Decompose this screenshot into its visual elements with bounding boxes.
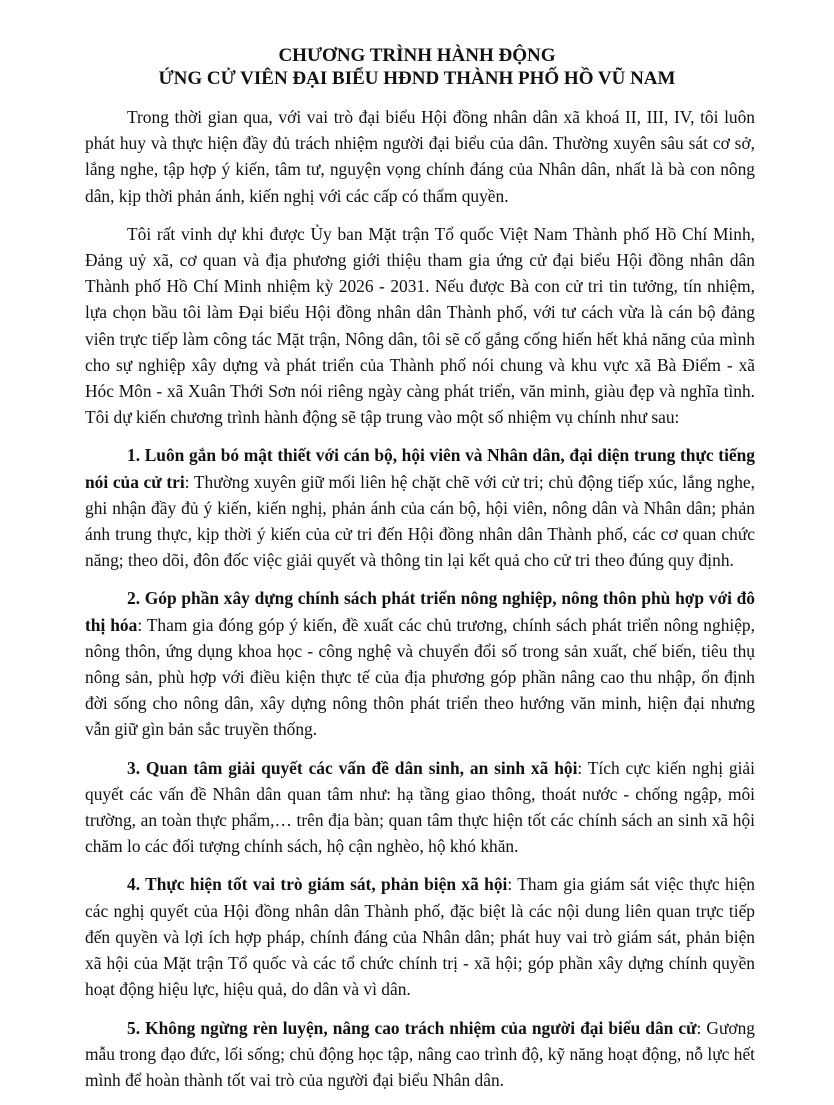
task-heading: 1. Luôn gắn bó mật thiết với cán bộ, hội viên và Nhân dân, đại diện trung thực tiếng nói của cử tri	[85, 445, 755, 492]
task-text: : Tích cực kiến nghị giải quyết các vấn đề Nhân dân quan tâm như: hạ tầng giao thông, thoát nước - chống ngập, môi trường, an toàn thực phẩm,… trên địa bàn; quan tâm thực hiện tốt các chính sách an sinh xã hội chăm lo các đối tượng chính sách, hộ cận nghèo, hộ khó khăn.	[85, 757, 755, 857]
task-5	[85, 1015, 755, 1094]
task-text: : Tham gia đóng góp ý kiến, đề xuất các chủ trương, chính sách phát triển nông nghiệp, nông thôn, ứng dụng khoa học - công nghệ và chuyển đổi số trong sản xuất, chế biến, tiêu thụ nông sản, phù hợp với điều kiện thực tế của địa phương góp phần nâng cao thu nhập, ổn định đời sống cho nông dân, xây dựng nông thôn phát triển theo hướng văn minh, hiện đại nhưng vẫn giữ gìn bản sắc truyền thống.	[85, 614, 755, 740]
title-line-2: ỨNG CỬ VIÊN ĐẠI BIỂU HĐND THÀNH PHỐ HỒ VŨ NAM	[158, 68, 676, 89]
task-4	[85, 871, 755, 1002]
paragraph-text: Trong thời gian qua, với vai trò đại biểu Hội đồng nhân dân xã khoá II, III, IV, tôi luôn phát huy và thực hiện đầy đủ trách nhiệm người đại biểu của dân. Thường xuyên sâu sát cơ sở, lắng nghe, tập hợp ý kiến, tâm tư, nguyện vọng chính đáng của Nhân dân, nhất là bà con nông dân, kịp thời phản ánh, kiến nghị với các cấp có thẩm quyền.	[85, 107, 755, 206]
task-heading: 2. Góp phần xây dựng chính sách phát triển nông nghiệp, nông thôn phù hợp với đô thị hóa	[85, 588, 755, 635]
document-body	[85, 104, 755, 1105]
paragraph-intro-1	[85, 104, 755, 209]
paragraph-text: Tôi rất vinh dự khi được Ủy ban Mặt trận Tổ quốc Việt Nam Thành phố Hồ Chí Minh, Đảng uỷ xã, cơ quan và địa phương giới thiệu tham gia ứng cử đại biểu Hội đồng nhân dân Thành phố Hồ Chí Minh nhiệm kỳ 2026 - 2031. Nếu được Bà con cử tri tin tưởng, tín nhiệm, lựa chọn bầu tôi làm Đại biểu Hội đồng nhân dân Thành phố, với tư cách vừa là cán bộ đảng viên trực tiếp làm công tác Mặt trận, Nông dân, tôi sẽ cố gắng cống hiến hết khả năng của mình cho sự nghiệp xây dựng và phát triển của Thành phố nói chung và khu vực xã Bà Điểm - xã Hóc Môn - xã Xuân Thới Sơn nói riêng ngày càng phát triển, văn minh, giàu đẹp và nghĩa tình. Tôi dự kiến chương trình hành động sẽ tập trung vào một số nhiệm vụ chính như sau:	[85, 223, 755, 428]
task-3	[85, 755, 755, 860]
document-title	[0, 44, 834, 90]
task-heading: 3. Quan tâm giải quyết các vấn đề dân sinh, an sinh xã hội	[127, 757, 578, 778]
title-line-1: CHƯƠNG TRÌNH HÀNH ĐỘNG	[278, 45, 556, 66]
paragraph-intro-2	[85, 221, 755, 431]
task-text: : Tham gia giám sát việc thực hiện các nghị quyết của Hội đồng nhân dân Thành phố, đặc biệt là các nội dung liên quan trực tiếp đến quyền và lợi ích hợp pháp, chính đáng của Nhân dân; phát huy vai trò giám sát, phản biện xã hội của Mặt trận Tổ quốc và các tổ chức chính trị - xã hội; góp phần xây dựng chính quyền hoạt động hiệu lực, hiệu quả, do dân và vì dân.	[85, 874, 755, 1000]
task-2	[85, 585, 755, 742]
task-text: : Thường xuyên giữ mối liên hệ chặt chẽ với cử tri; chủ động tiếp xúc, lắng nghe, ghi nhận đầy đủ ý kiến, kiến nghị, phản ánh của cán bộ, hội viên, nông dân và Nhân dân; phản ánh trung thực, kịp thời ý kiến của cử tri đến Hội đồng nhân dân Thành phố, các cơ quan chức năng; theo dõi, đôn đốc việc giải quyết và thông tin lại kết quả cho cử tri theo đúng quy định.	[85, 471, 755, 571]
task-1	[85, 442, 755, 573]
task-heading: 5. Không ngừng rèn luyện, nâng cao trách nhiệm của người đại biểu dân cử	[127, 1017, 697, 1038]
task-heading: 4. Thực hiện tốt vai trò giám sát, phản biện xã hội	[127, 874, 508, 895]
task-text: : Gương mẫu trong đạo đức, lối sống; chủ động học tập, nâng cao trình độ, kỹ năng hoạt động, nỗ lực hết mình để hoàn thành tốt vai trò của người đại biểu Nhân dân.	[85, 1017, 755, 1090]
